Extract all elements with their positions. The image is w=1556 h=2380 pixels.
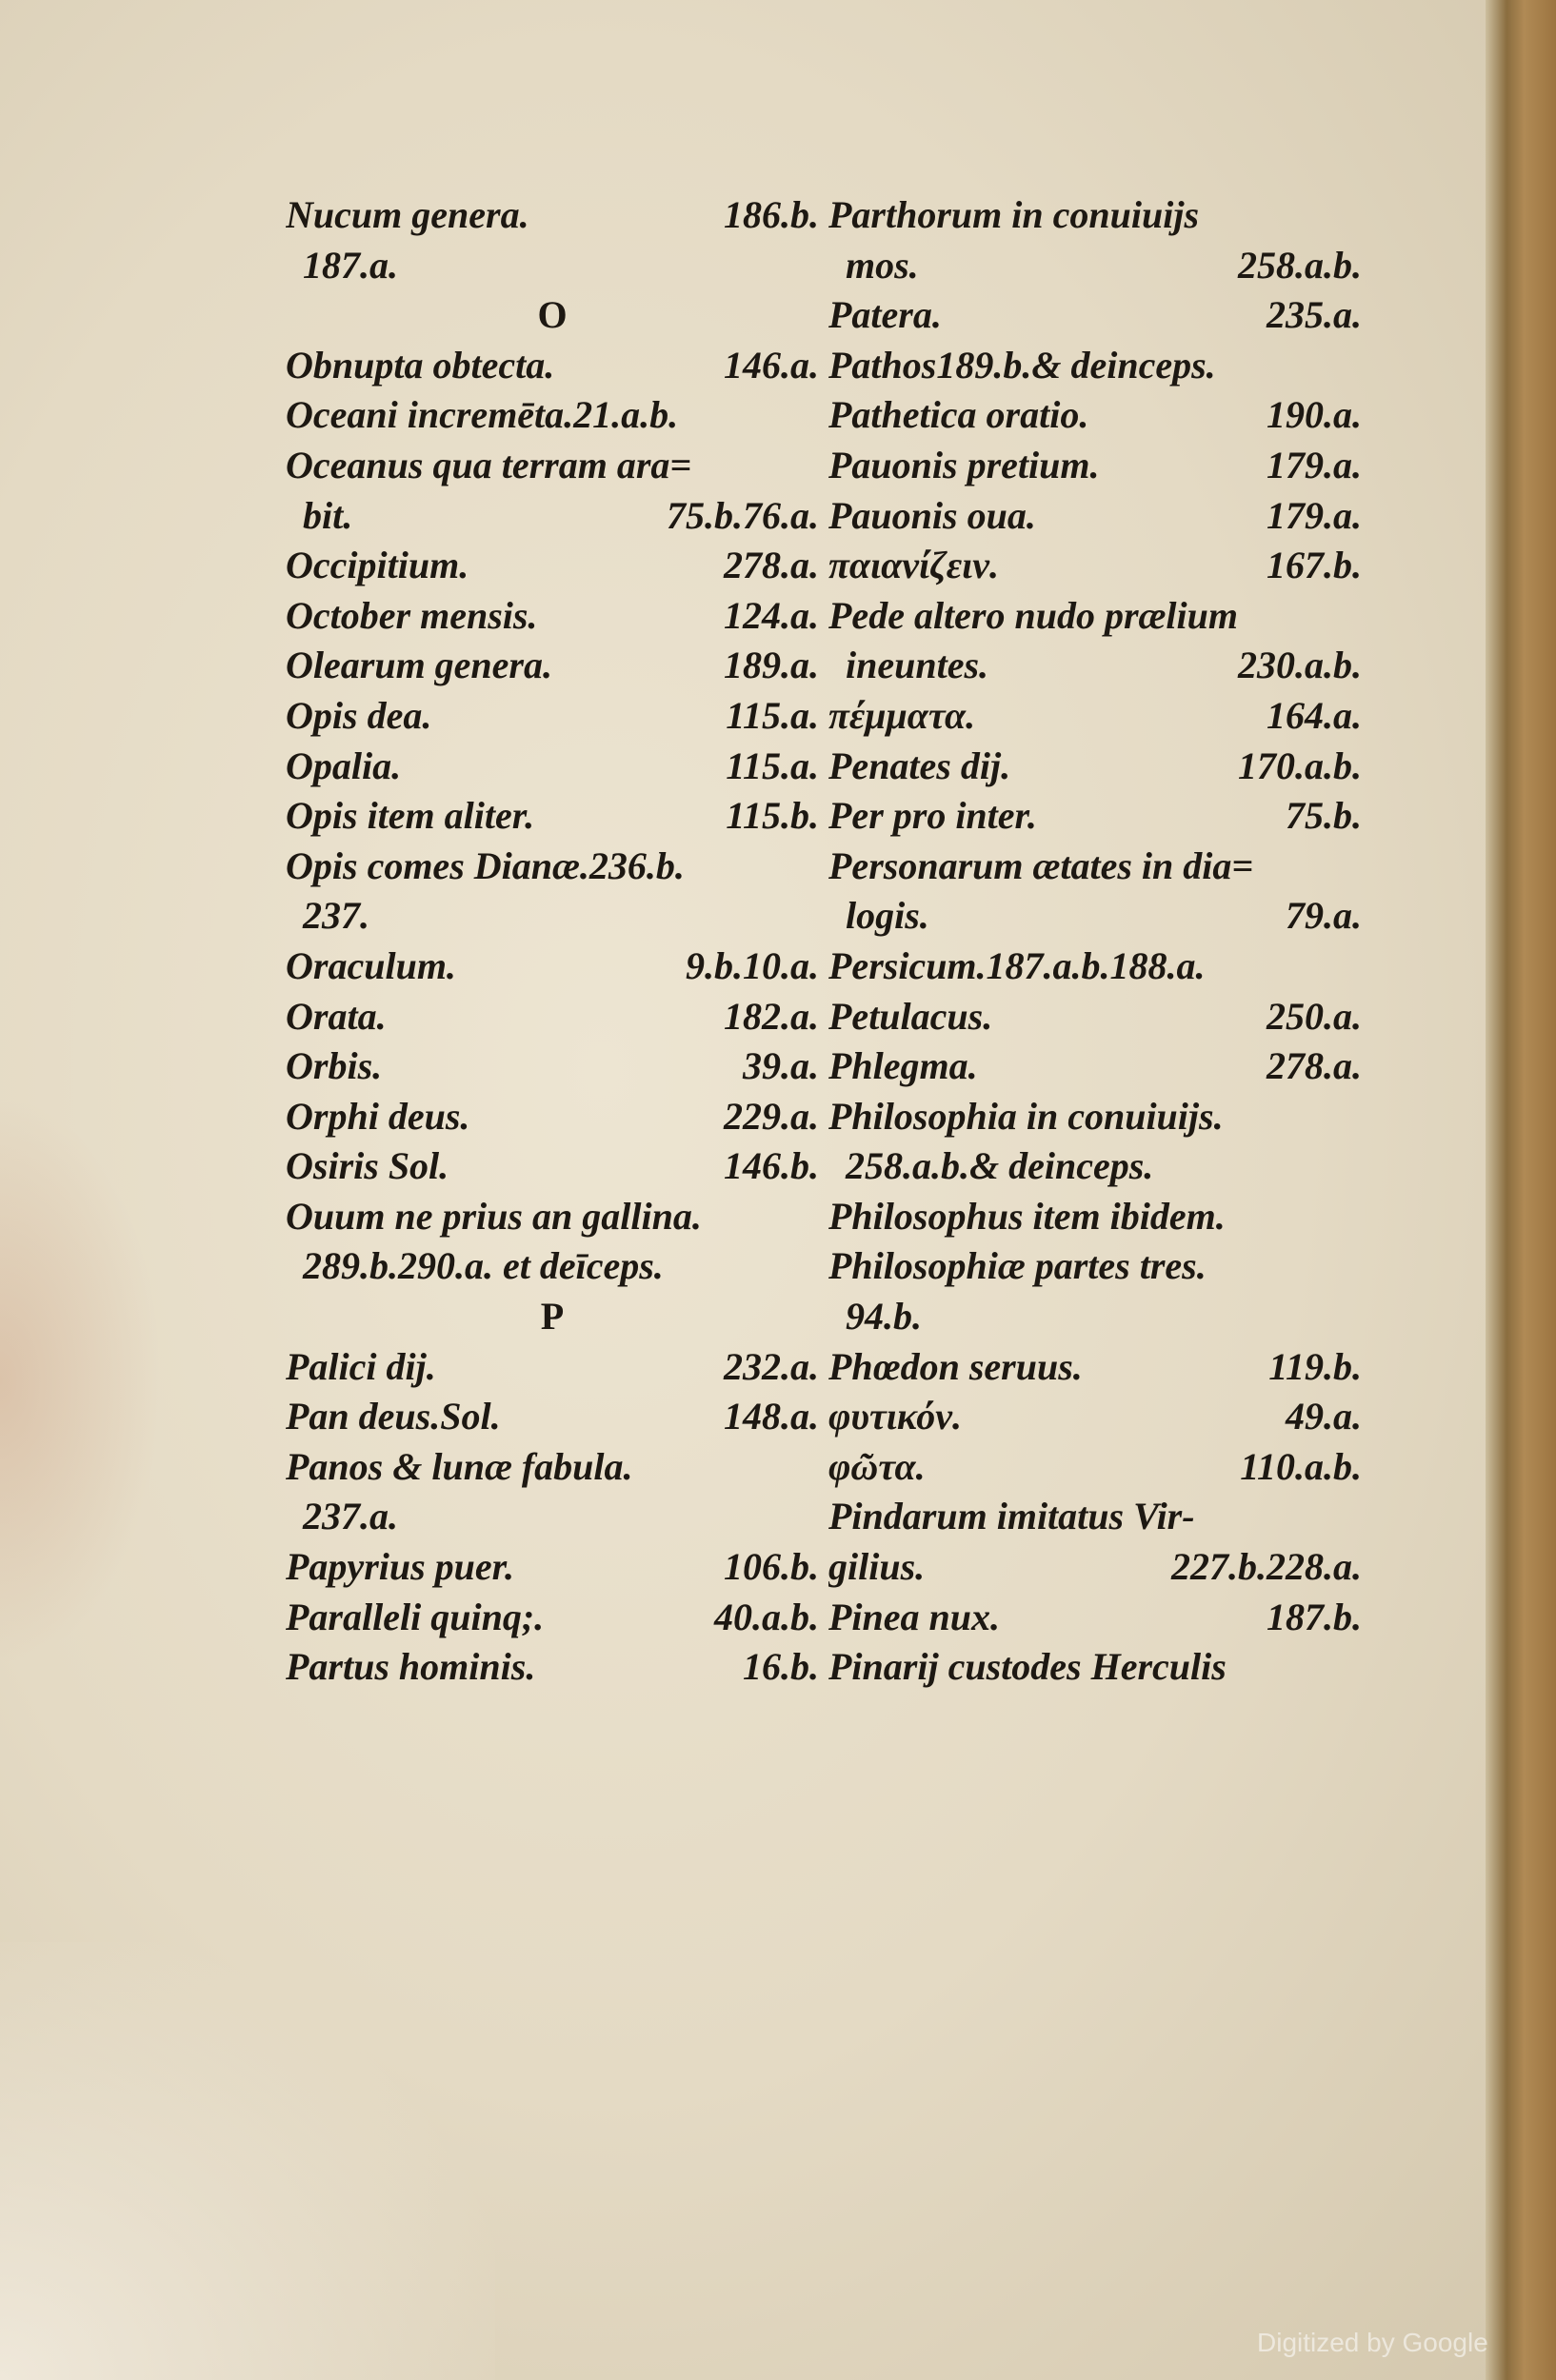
index-term: Persicum.187.a.b.188.a. [828,943,1206,987]
page-reference: 148.a. [724,1395,819,1438]
index-entry [286,691,819,742]
page-reference: 146.b. [724,1144,819,1188]
index-entry [286,641,819,691]
page-reference: 167.b. [1267,544,1362,587]
page-reference: 106.b. [724,1545,819,1589]
index-term: πέμματα. [828,693,976,737]
index-term: Philosophiæ partes tres. [828,1244,1207,1288]
index-entry [286,1642,819,1693]
index-entry [828,190,1362,241]
page-reference: 115.a. [726,744,819,787]
page-reference: 164.a. [1267,693,1362,737]
index-term: Petulacus. [828,994,993,1038]
page-reference: 258.a.b. [1238,243,1362,287]
index-entry [286,1092,819,1142]
page-reference: 79.a. [1286,894,1362,938]
index-term: Panos & lunæ fabula. [286,1444,633,1488]
index-term: Oceanus qua terram ara= [286,443,692,486]
index-term: φῶτα. [828,1444,926,1488]
page-reference: 124.a. [724,593,819,637]
index-term: Phlegma. [828,1044,978,1088]
page-reference: 232.a. [724,1344,819,1388]
index-entry [828,1141,1362,1192]
index-entry [828,1241,1362,1292]
page-reference: 250.a. [1267,994,1362,1038]
index-entry [286,441,819,491]
index-term: Orphi deus. [286,1094,470,1138]
index-term: 187.a. [303,243,398,287]
index-term: Palici dij. [286,1344,436,1388]
index-term: Oceani incremēta.21.a.b. [286,393,679,437]
index-term: Opis item aliter. [286,794,535,838]
index-term: 258.a.b.& deinceps. [846,1144,1154,1188]
index-term: παιανίζειν. [828,544,999,587]
page-reference: 187.b. [1267,1595,1362,1638]
index-term: Parthorum in conuiuijs [828,193,1200,236]
index-column-left [286,190,819,1693]
index-term: Opis dea. [286,693,432,737]
index-term: gilius. [828,1545,926,1589]
index-entry [828,1192,1362,1242]
index-term: Pindarum imitatus Vir- [828,1495,1195,1538]
index-term: Philosophia in conuiuijs. [828,1094,1224,1138]
index-entry [286,1492,819,1542]
index-term: mos. [846,243,919,287]
index-entry [286,190,819,241]
index-entry [286,992,819,1042]
page-reference: 227.b.228.a. [1171,1545,1362,1589]
index-term: Paralleli quinq;. [286,1595,545,1638]
index-entry [828,992,1362,1042]
paper-wear [0,1942,495,2380]
index-entry [286,842,819,892]
page-reference: 170.a.b. [1238,744,1362,787]
index-entry [828,1342,1362,1393]
index-entry [286,1141,819,1192]
page-reference: 189.a. [724,644,819,687]
index-term: Olearum genera. [286,644,552,687]
page-reference: 16.b. [743,1645,819,1689]
index-entry [828,1392,1362,1442]
index-term: Nucum genera. [286,193,529,236]
index-term: Pauonis pretium. [828,443,1100,486]
index-term: logis. [846,894,929,938]
index-term: Papyrius puer. [286,1545,515,1589]
index-entry [286,390,819,441]
index-entry [286,742,819,792]
index-term: Obnupta obtecta. [286,343,555,387]
index-entry [286,341,819,391]
page-reference: 9.b.10.a. [686,943,819,987]
index-term: Pinarij custodes Herculis [828,1645,1227,1689]
index-entry [828,1292,1362,1342]
index-entry [828,541,1362,591]
index-term: Personarum ætates in dia= [828,843,1254,887]
index-term: October mensis. [286,593,538,637]
index-entry [828,1442,1362,1493]
page-reference: 190.a. [1267,393,1362,437]
index-entry [286,1542,819,1593]
index-term: Ouum ne prius an gallina. [286,1194,702,1238]
page-reference: 146.a. [724,343,819,387]
index-entry [286,1241,819,1292]
index-term: 237. [303,894,369,938]
index-entry [828,390,1362,441]
page-reference: 75.b.76.a. [667,493,819,537]
index-entry [286,241,819,291]
page-reference: 179.a. [1267,443,1362,486]
index-entry [828,842,1362,892]
index-term: Patera. [828,293,942,337]
page-reference: 179.a. [1267,493,1362,537]
index-term: Occipitium. [286,544,469,587]
page-reference: 235.a. [1267,293,1362,337]
index-letter-heading [286,1292,819,1342]
index-entry [286,1442,819,1493]
index-term: Orata. [286,994,387,1038]
index-entry [828,1492,1362,1542]
index-entry [828,441,1362,491]
page-reference: 182.a. [724,994,819,1038]
index-entry [828,1041,1362,1092]
index-term: Pan deus.Sol. [286,1395,501,1438]
index-entry [828,1642,1362,1693]
index-entry [828,1593,1362,1643]
index-term: Per pro inter. [828,794,1037,838]
index-entry [286,1192,819,1242]
index-entry [286,1041,819,1092]
index-term: Opis comes Dianæ.236.b. [286,843,685,887]
page-reference: 230.a.b. [1238,644,1362,687]
index-entry [286,1392,819,1442]
page-reference: 49.a. [1286,1395,1362,1438]
index-entry [828,691,1362,742]
index-entry [286,791,819,842]
watermark: Digitized by Google [1257,2328,1488,2357]
index-entry [286,891,819,942]
index-term: 237.a. [303,1495,398,1538]
index-entry [286,942,819,992]
index-letter-heading [286,290,819,341]
index-entry [828,1092,1362,1142]
index-term: bit. [303,493,353,537]
index-entry [828,891,1362,942]
index-term: φυτικόν. [828,1395,963,1438]
index-term: Pathos189.b.& deinceps. [828,343,1216,387]
index-entry [286,591,819,642]
index-term: 94.b. [846,1295,922,1339]
index-term: P [540,1295,565,1339]
index-term: Pathetica oratio. [828,393,1089,437]
book-gutter [1486,0,1556,2380]
index-entry [286,491,819,542]
index-term: Pinea nux. [828,1595,1001,1638]
page-reference: 115.b. [726,794,819,838]
index-entry [286,541,819,591]
index-term: Orbis. [286,1044,383,1088]
index-term: Pauonis oua. [828,493,1036,537]
page-reference: 229.a. [724,1094,819,1138]
index-entry [828,641,1362,691]
index-term: O [537,293,568,337]
page-reference: 186.b. [724,193,819,236]
index-entry [828,742,1362,792]
page-reference: 75.b. [1286,794,1362,838]
index-entry [828,791,1362,842]
index-term: Osiris Sol. [286,1144,449,1188]
page-reference: 278.a. [1267,1044,1362,1088]
index-entry [286,1593,819,1643]
index-term: Oraculum. [286,943,456,987]
page-reference: 119.b. [1268,1344,1362,1388]
index-term: Penates dij. [828,744,1011,787]
index-term: ineuntes. [846,644,989,687]
index-term: Phœdon seruus. [828,1344,1083,1388]
page-reference: 115.a. [726,693,819,737]
page-reference: 39.a. [743,1044,819,1088]
index-term: Partus hominis. [286,1645,536,1689]
index-entry [828,1542,1362,1593]
index-entry [828,942,1362,992]
index-entry [828,290,1362,341]
index-column-right [828,190,1362,1693]
index-term: Opalia. [286,744,402,787]
page-reference: 278.a. [724,544,819,587]
index-term: 289.b.290.a. et deīceps. [303,1244,664,1288]
index-entry [828,341,1362,391]
index-term: Philosophus item ibidem. [828,1194,1226,1238]
index-entry [828,241,1362,291]
index-term: Pede altero nudo prælium [828,593,1239,637]
index-entry [828,491,1362,542]
paper-stain [0,1095,162,1666]
index-entry [828,591,1362,642]
page-reference: 40.a.b. [714,1595,819,1638]
page-reference: 110.a.b. [1240,1444,1362,1488]
index-entry [286,1342,819,1393]
